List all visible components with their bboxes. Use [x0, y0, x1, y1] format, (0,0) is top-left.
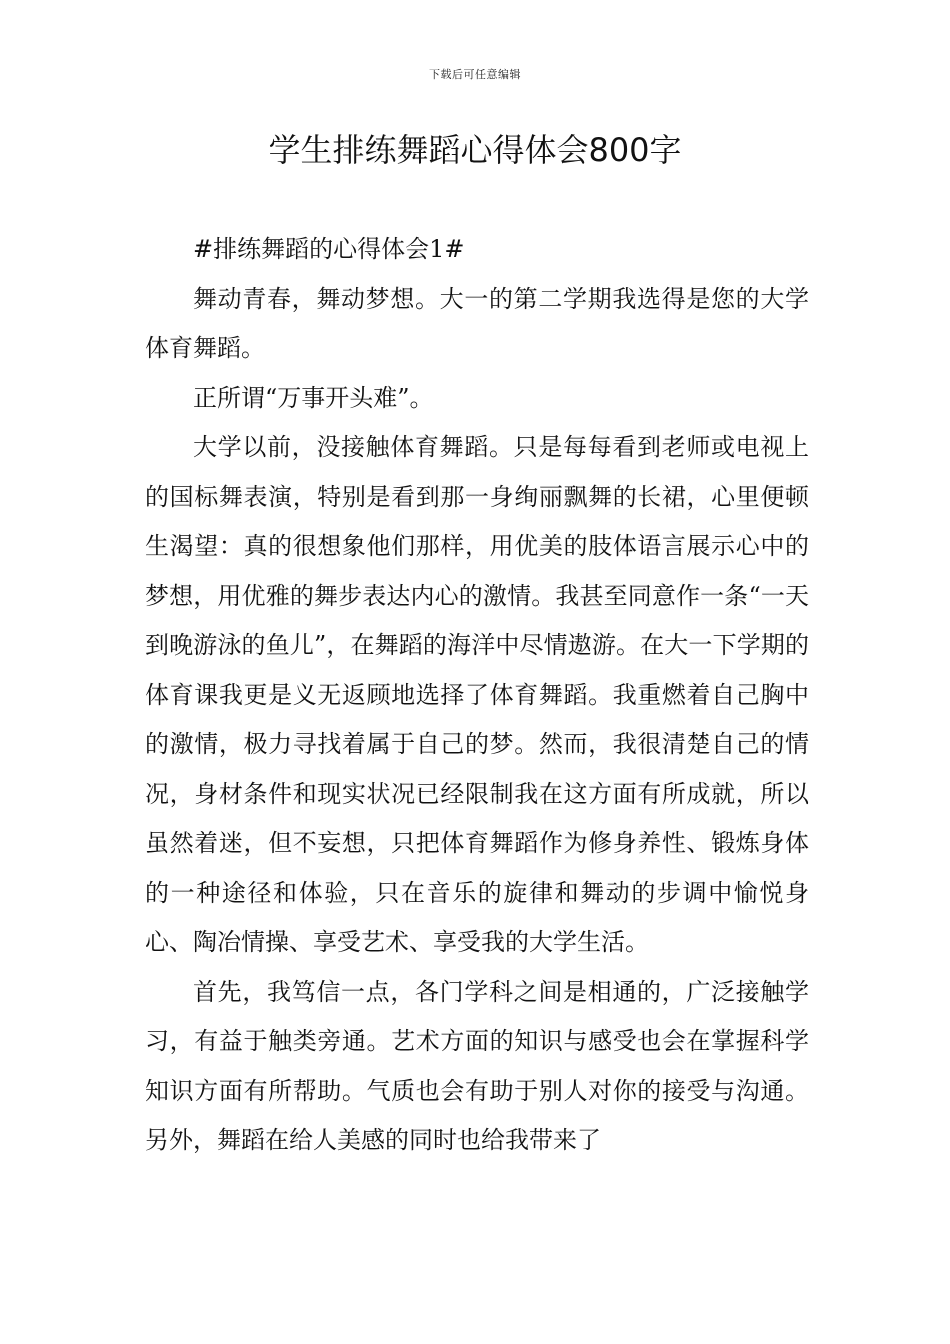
- document-body: [145, 225, 809, 1166]
- section-heading: #排练舞蹈的心得体会1#: [193, 235, 465, 263]
- body-paragraph: 大学以前，没接触体育舞蹈。只是每每看到老师或电视上的国标舞表演，特别是看到那一身绚丽飘舞的长裙，心里便顿生渴望：真的很想象他们那样，用优美的肢体语言展示心中的梦想，用优雅的舞步表达内心的激情。我甚至同意作一条“一天到晚游泳的鱼儿”，在舞蹈的海洋中尽情遨游。在大一下学期的体育课我更是义无返顾地选择了体育舞蹈。我重燃着自己胸中的激情，极力寻找着属于自己的梦。然而，我很清楚自己的情况，身材条件和现实状况已经限制我在这方面有所成就，所以虽然着迷，但不妄想，只把体育舞蹈作为修身养性、锻炼身体的一种途径和体验，只在音乐的旋律和舞动的步调中愉悦身心、陶冶情操、享受艺术、享受我的大学生活。: [145, 433, 809, 956]
- body-paragraph: 首先，我笃信一点，各门学科之间是相通的，广泛接触学习，有益于触类旁通。艺术方面的知识与感受也会在掌握科学知识方面有所帮助。气质也会有助于别人对你的接受与沟通。另外，舞蹈在给人美感的同时也给我带来了: [145, 977, 809, 1154]
- header-note: 下载后可任意编辑: [429, 68, 521, 81]
- body-paragraph: 舞动青春，舞动梦想。大一的第二学期我选得是您的大学体育舞蹈。: [145, 284, 809, 362]
- body-paragraph: 正所谓“万事开头难”。: [193, 383, 434, 412]
- document-title: 学生排练舞蹈心得体会800字: [268, 131, 682, 169]
